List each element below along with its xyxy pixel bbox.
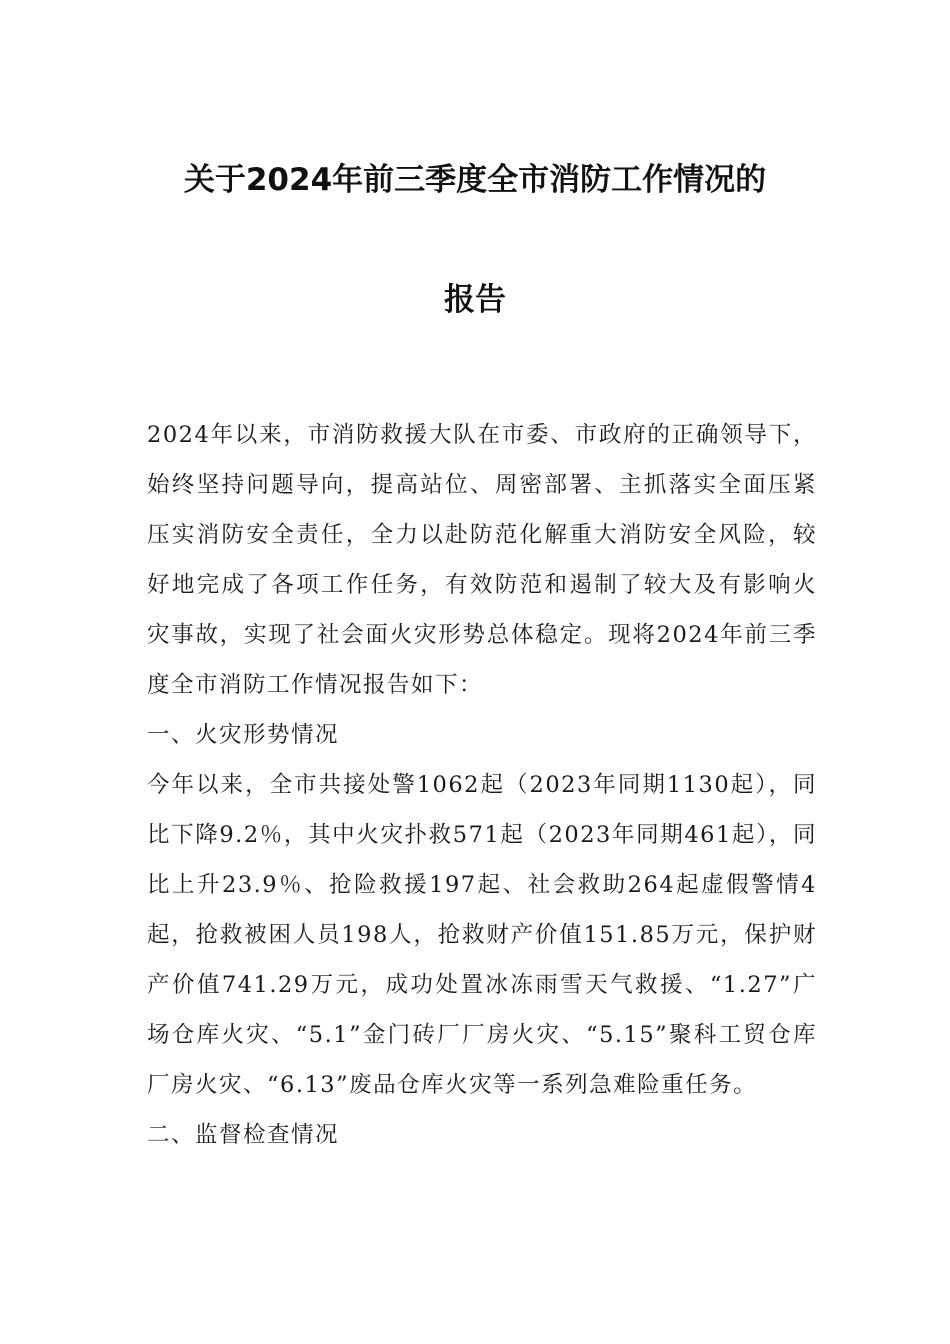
document-title-line-1: 关于2024年前三季度全市消防工作情况的: [183, 162, 767, 198]
section-1-heading: 一、火灾形势情况: [147, 722, 340, 748]
intro-paragraph: 2024年以来，市消防救援大队在市委、市政府的正确领导下，始终坚持问题导向，提高站位、周密部署、主抓落实全面压紧压实消防安全责任，全力以赴防范化解重大消防安全风险，较好地完成了各项工作任务，有效防范和遏制了较大及有影响火灾事故，实现了社会面火灾形势总体稳定。现将2024年前三季度全市消防工作情况报告如下：: [147, 422, 817, 698]
section-1-paragraph: 今年以来，全市共接处警1062起（2023年同期1130起），同比下降9.2％，其中火灾扑救571起（2023年同期461起），同比上升23.9％、抢险救援197起、社会救助264起虚假警情4起，抢救被困人员198人，抢救财产价值151.85万元，保护财产价值741.29万元，成功处置冰冻雨雪天气救援、“1.27”广场仓库火灾、“5.1”金门砖厂厂房火灾、“5.15”聚科工贸仓库厂房火灾、“6.13”废品仓库火灾等一系列急难险重任务。: [147, 772, 817, 1098]
document-title-line-2: 报告: [444, 282, 506, 318]
document-body: [147, 410, 817, 1160]
section-2-heading: 二、监督检查情况: [147, 1122, 340, 1148]
